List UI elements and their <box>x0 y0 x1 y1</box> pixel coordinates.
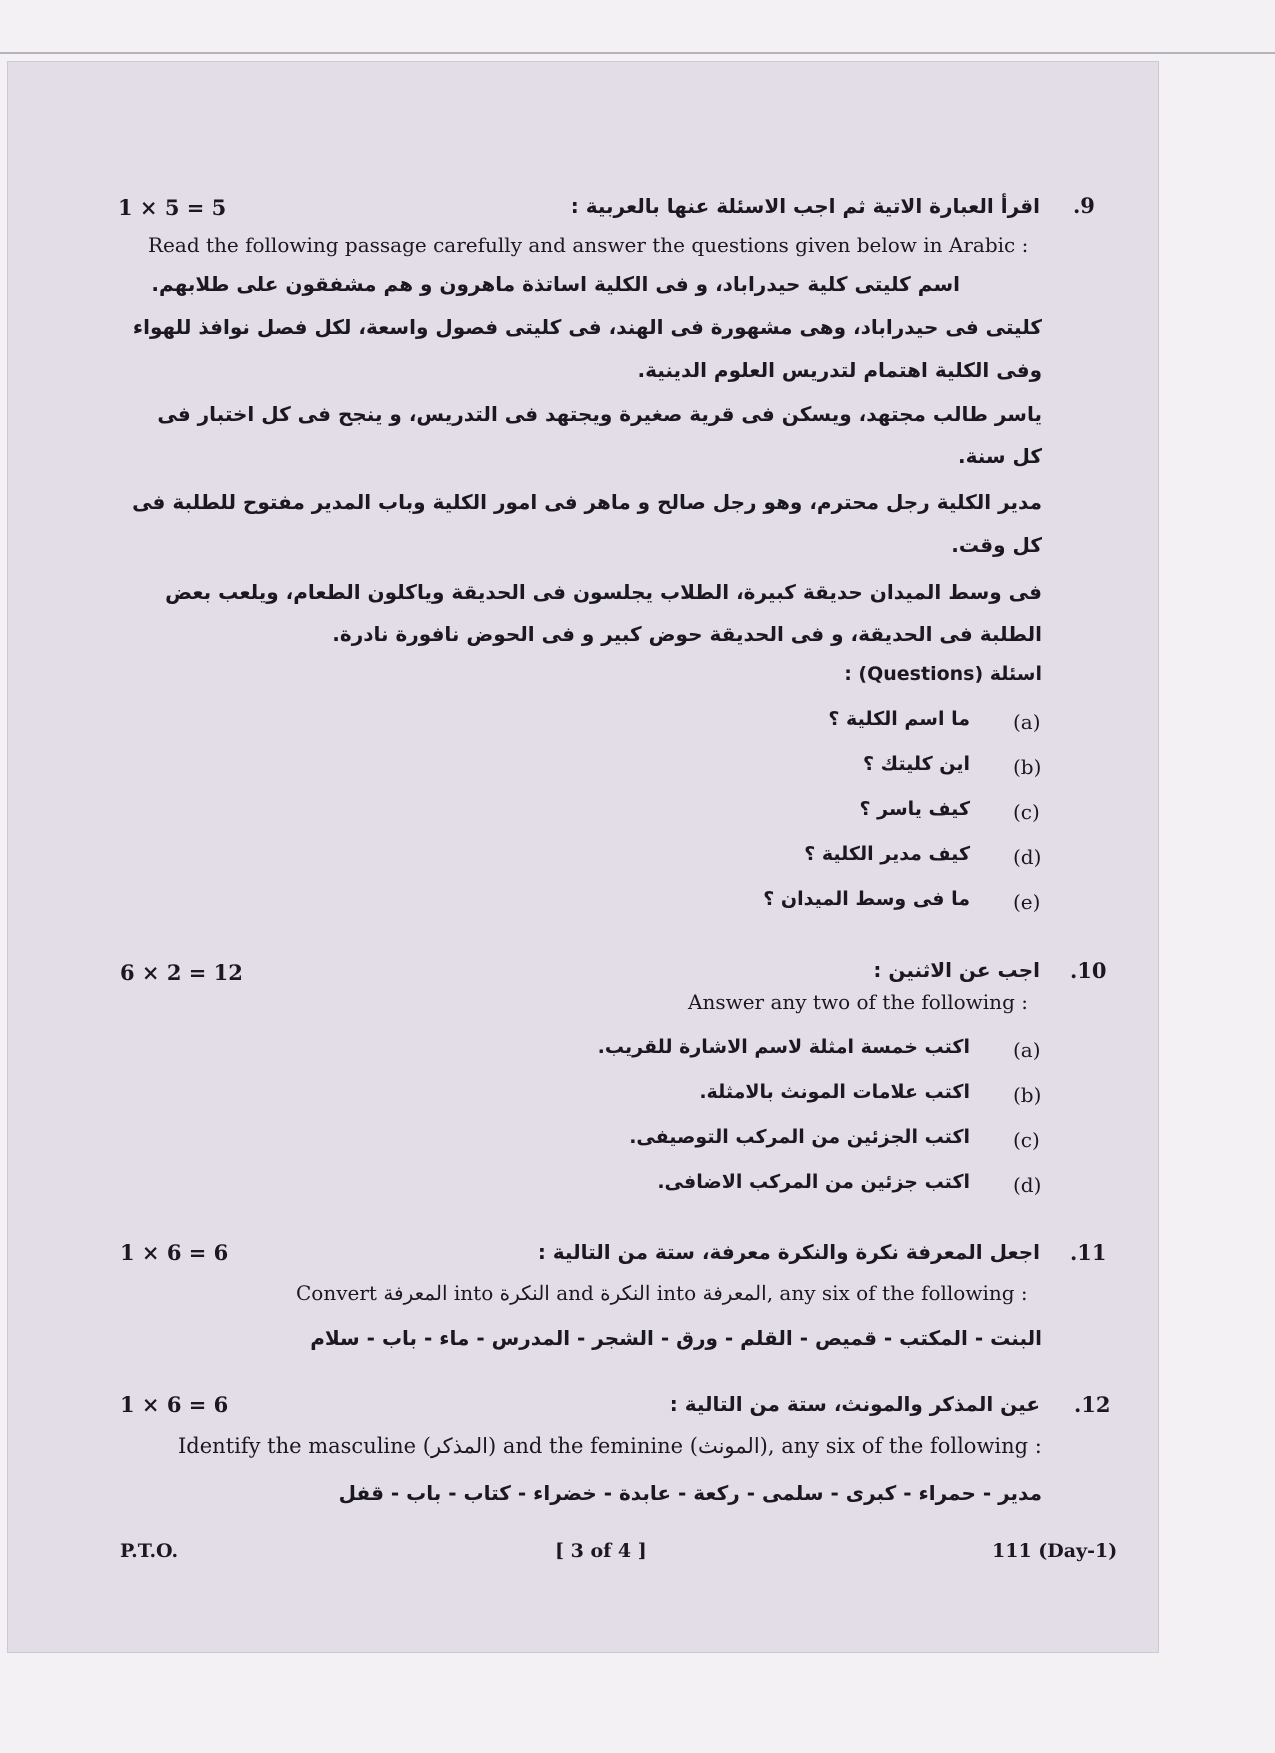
q12-instruction: Identify the masculine (المذكر) and the feminine (المونث), any six of the following : <box>178 1434 1042 1458</box>
q11-marks: 1 × 6 = 6 <box>120 1240 229 1265</box>
q9-question-b: اين كليتك ؟ <box>862 753 970 775</box>
q9-passage-line-1: اسم كليتى كلية حيدراباد، و فى الكلية اساتذة ماهرون و هم مشفقون على طلابهم. <box>151 272 960 296</box>
q10-option-b-label: (b) <box>1013 1083 1042 1107</box>
q9-passage-line-4: ياسر طالب مجتهد، ويسكن فى قرية صغيرة ويجتهد فى التدريس، و ينجح فى كل اختبار فى <box>157 402 1042 426</box>
q9-question-e-label: (e) <box>1013 890 1041 914</box>
footer-page-number: [ 3 of 4 ] <box>555 1540 647 1562</box>
q10-instruction: Answer any two of the following : <box>688 990 1028 1014</box>
q12-heading: عين المذكر والمونث، ستة من التالية : <box>669 1392 1040 1416</box>
q9-passage-line-8: فى وسط الميدان حديقة كبيرة، الطلاب يجلسون فى الحديقة وياكلون الطعام، ويلعب بعض <box>165 580 1042 604</box>
q9-passage-line-9: الطلبة فى الحديقة، و فى الحديقة حوض كبير و فى الحوض نافورة نادرة. <box>332 622 1042 646</box>
q10-option-a-label: (a) <box>1013 1038 1041 1062</box>
q9-question-a-label: (a) <box>1013 710 1041 734</box>
q9-heading: اقرأ العبارة الاتية ثم اجب الاسئلة عنها بالعربية : <box>570 194 1040 218</box>
q10-option-c-label: (c) <box>1013 1128 1040 1152</box>
q12-word-list: مدير - حمراء - كبرى - سلمى - ركعة - عابدة - خضراء - كتاب - باب - قفل <box>338 1481 1042 1505</box>
q11-number: .11 <box>1070 1240 1107 1265</box>
q9-question-d: كيف مدير الكلية ؟ <box>804 843 970 865</box>
q10-marks: 6 × 2 = 12 <box>120 960 243 985</box>
q9-questions-label: اسئلة (Questions) : <box>844 663 1042 685</box>
q10-option-b: اكتب علامات المونث بالامثلة. <box>699 1081 970 1103</box>
q10-option-d: اكتب جزئين من المركب الاضافى. <box>657 1171 970 1193</box>
q9-question-d-label: (d) <box>1013 845 1042 869</box>
q11-instruction: Convert المعرفة into النكرة and النكرة into المعرفة, any six of the following : <box>296 1281 1028 1305</box>
q9-question-e: ما فى وسط الميدان ؟ <box>763 888 970 910</box>
footer-paper-code: 111 (Day-1) <box>992 1540 1118 1562</box>
q9-passage-line-3: وفى الكلية اهتمام لتدريس العلوم الدينية. <box>637 358 1042 382</box>
q10-option-d-label: (d) <box>1013 1173 1042 1197</box>
q10-heading: اجب عن الاثنين : <box>873 958 1040 982</box>
q9-marks: 1 × 5 = 5 <box>118 195 227 220</box>
q10-option-c: اكتب الجزئين من المركب التوصيفى. <box>629 1126 970 1148</box>
q9-instruction: Read the following passage carefully and answer the questions given below in Arabic : <box>148 233 1029 257</box>
q12-number: .12 <box>1074 1392 1111 1417</box>
q9-passage-line-2: كليتى فى حيدراباد، وهى مشهورة فى الهند، فى كليتى فصول واسعة، لكل فصل نوافذ للهواء <box>132 315 1042 339</box>
q11-heading: اجعل المعرفة نكرة والنكرة معرفة، ستة من التالية : <box>537 1240 1040 1264</box>
q9-passage-line-7: كل وقت. <box>951 533 1042 557</box>
q12-marks: 1 × 6 = 6 <box>120 1392 229 1417</box>
q9-question-c: كيف ياسر ؟ <box>859 798 970 820</box>
q9-number: .9 <box>1073 193 1095 218</box>
scan-edge-line <box>0 52 1275 54</box>
q9-question-a: ما اسم الكلية ؟ <box>828 708 970 730</box>
q10-option-a: اكتب خمسة امثلة لاسم الاشارة للقريب. <box>597 1036 970 1058</box>
q11-word-list: البنت - المكتب - قميص - القلم - ورق - الشجر - المدرس - ماء - باب - سلام <box>310 1326 1042 1350</box>
q9-question-b-label: (b) <box>1013 755 1042 779</box>
q9-question-c-label: (c) <box>1013 800 1040 824</box>
q10-number: .10 <box>1070 958 1107 983</box>
footer-pto: P.T.O. <box>120 1540 179 1562</box>
q9-passage-line-6: مدير الكلية رجل محترم، وهو رجل صالح و ماهر فى امور الكلية وباب المدير مفتوح للطلبة فى <box>132 490 1042 514</box>
q9-passage-line-5: كل سنة. <box>957 444 1042 468</box>
